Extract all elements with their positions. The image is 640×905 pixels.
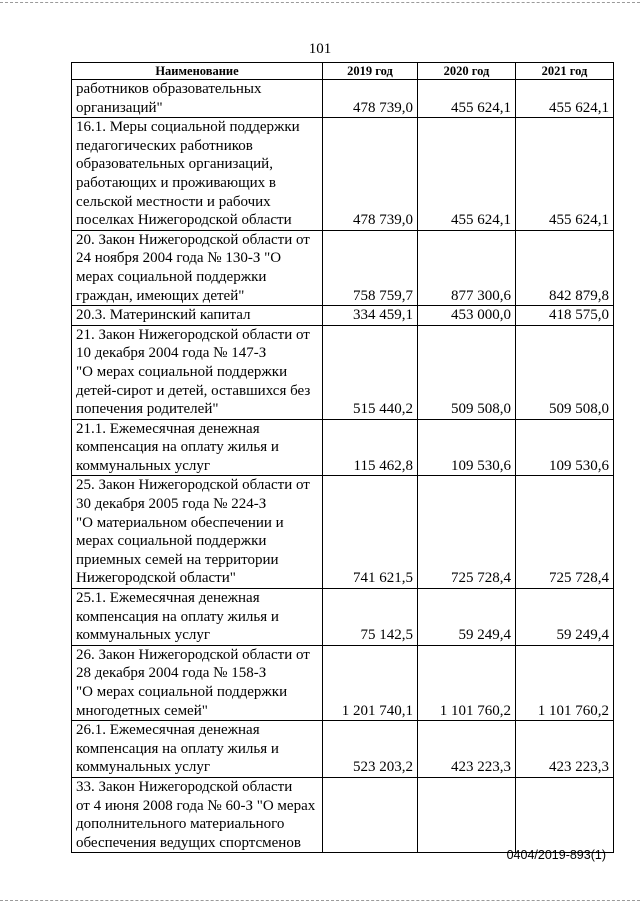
row-value-2019: 741 621,5 <box>323 476 418 589</box>
row-value-2021: 725 728,4 <box>516 476 614 589</box>
row-value-2021 <box>516 777 614 852</box>
column-header-name: Наименование <box>72 63 323 80</box>
row-name-cell: 26. Закон Нижегородской области от 28 декабря 2004 года № 158-З "О мерах социальной поддержки многодетных семей" <box>72 645 323 720</box>
row-value-2019: 478 739,0 <box>323 118 418 231</box>
table-row <box>72 419 614 476</box>
table-row <box>72 325 614 419</box>
row-value-2019: 1 201 740,1 <box>323 645 418 720</box>
row-value-2019 <box>323 777 418 852</box>
column-header-2021: 2021 год <box>516 63 614 80</box>
row-name-cell: 20. Закон Нижегородской области от 24 ноября 2004 года № 130-З "О мерах социальной поддержки граждан, имеющих детей" <box>72 230 323 305</box>
row-value-2019: 758 759,7 <box>323 230 418 305</box>
column-header-2019: 2019 год <box>323 63 418 80</box>
row-value-2020: 453 000,0 <box>418 306 516 326</box>
row-value-2020: 59 249,4 <box>418 589 516 646</box>
row-value-2020: 455 624,1 <box>418 80 516 118</box>
row-value-2021: 842 879,8 <box>516 230 614 305</box>
row-value-2019: 478 739,0 <box>323 80 418 118</box>
row-value-2019: 515 440,2 <box>323 325 418 419</box>
row-name-cell: 25.1. Ежемесячная денежная компенсация на оплату жилья и коммунальных услуг <box>72 589 323 646</box>
budget-table <box>71 62 614 853</box>
row-value-2020: 109 530,6 <box>418 419 516 476</box>
document-code: 0404/2019-893(1) <box>506 848 606 862</box>
column-header-2020: 2020 год <box>418 63 516 80</box>
row-name-cell: 21. Закон Нижегородской области от 10 декабря 2004 года № 147-З "О мерах социальной поддержки детей-сирот и детей, оставшихся без попечения родителей" <box>72 325 323 419</box>
row-value-2021: 1 101 760,2 <box>516 645 614 720</box>
row-value-2020: 725 728,4 <box>418 476 516 589</box>
table-row <box>72 230 614 305</box>
row-value-2021: 455 624,1 <box>516 118 614 231</box>
row-value-2020: 1 101 760,2 <box>418 645 516 720</box>
row-value-2021: 423 223,3 <box>516 721 614 778</box>
scan-edge-top <box>0 2 640 3</box>
row-name-cell: 33. Закон Нижегородской области от 4 июня 2008 года № 60-З "О мерах дополнительного материального обеспечения ведущих спортсменов <box>72 777 323 852</box>
scan-edge-bottom <box>0 900 640 901</box>
table-row <box>72 721 614 778</box>
table-row <box>72 118 614 231</box>
row-value-2020: 423 223,3 <box>418 721 516 778</box>
table-row <box>72 476 614 589</box>
table-header-row <box>72 63 614 80</box>
row-name-cell: 26.1. Ежемесячная денежная компенсация на оплату жилья и коммунальных услуг <box>72 721 323 778</box>
row-name-cell: 20.3. Материнский капитал <box>72 306 323 326</box>
row-value-2020 <box>418 777 516 852</box>
row-value-2020: 877 300,6 <box>418 230 516 305</box>
row-name-cell: 16.1. Меры социальной поддержки педагогических работников образовательных организаций, работающих и проживающих в сельской местности и рабочих поселках Нижегородской области <box>72 118 323 231</box>
row-value-2021: 59 249,4 <box>516 589 614 646</box>
row-value-2021: 509 508,0 <box>516 325 614 419</box>
row-value-2019: 115 462,8 <box>323 419 418 476</box>
row-name-cell: работников образовательных организаций" <box>72 80 323 118</box>
table-row <box>72 306 614 326</box>
row-value-2021: 418 575,0 <box>516 306 614 326</box>
row-name-cell: 21.1. Ежемесячная денежная компенсация на оплату жилья и коммунальных услуг <box>72 419 323 476</box>
row-value-2019: 523 203,2 <box>323 721 418 778</box>
row-value-2020: 455 624,1 <box>418 118 516 231</box>
page-number: 101 <box>308 41 332 57</box>
table-row <box>72 589 614 646</box>
row-value-2019: 75 142,5 <box>323 589 418 646</box>
row-value-2021: 455 624,1 <box>516 80 614 118</box>
table-row <box>72 777 614 852</box>
row-value-2021: 109 530,6 <box>516 419 614 476</box>
row-value-2020: 509 508,0 <box>418 325 516 419</box>
table-row <box>72 645 614 720</box>
row-name-cell: 25. Закон Нижегородской области от 30 декабря 2005 года № 224-З "О материальном обеспечении и мерах социальной поддержки приемных семей на территории Нижегородской области" <box>72 476 323 589</box>
table-body <box>72 80 614 853</box>
table-row <box>72 80 614 118</box>
row-value-2019: 334 459,1 <box>323 306 418 326</box>
